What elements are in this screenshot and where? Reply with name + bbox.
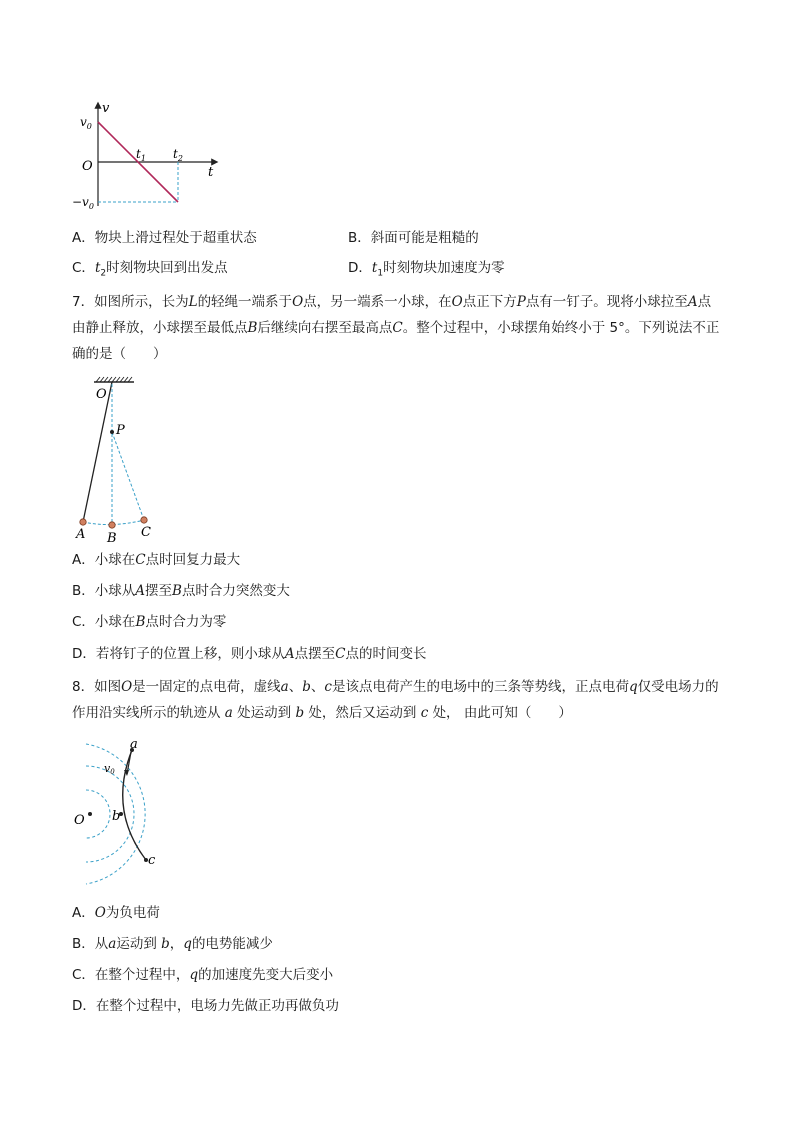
- label-b: B: [107, 531, 117, 546]
- origin-label: O: [82, 159, 93, 174]
- q6-option-b: B．斜面可能是粗糙的: [348, 230, 479, 246]
- equipotential-middle: [86, 766, 134, 862]
- label-p: P: [116, 423, 125, 438]
- label-c: c: [148, 853, 156, 868]
- q6-option-c: C．$t_2$时刻物块回到出发点: [72, 260, 228, 279]
- ball-b: [109, 522, 115, 528]
- q8-option-c: C．在整个过程中，q的加速度先变大后变小: [72, 967, 334, 983]
- charge-o: [88, 812, 92, 816]
- q6-option-a: A．物块上滑过程处于超重状态: [72, 230, 257, 246]
- q7-option-d: D．若将钉子的位置上移，则小球从A点摆至C点的时间变长: [72, 646, 427, 662]
- q7-stem: 7．如图所示，长为L的轻绳一端系于O点，另一端系一小球，在O点正下方P点有一钉子。现将小球拉至A点由静止释放，小球摆至最低点B后继续向右摆至最高点C。整个过程中，小球摆角始终小于 5°。下列说法不正确的是（ ）: [72, 294, 720, 362]
- label-a: a: [130, 737, 138, 752]
- neg-v0-label: $-v_0$: [72, 195, 94, 211]
- label-b: b: [112, 809, 121, 824]
- field-figure: [72, 736, 172, 892]
- q8-option-b: B．从a运动到 b，q的电势能减少: [72, 936, 273, 952]
- ceiling-hatch: [96, 377, 132, 382]
- v-axis-label: v: [102, 101, 110, 116]
- label-a: A: [76, 527, 86, 542]
- t-axis-label: t: [208, 165, 214, 180]
- trajectory: [123, 750, 146, 860]
- nail-p: [110, 430, 114, 434]
- label-c: C: [141, 525, 151, 540]
- q7-option-b: B．小球从A摆至B点时合力突然变大: [72, 583, 290, 599]
- label-o: O: [96, 387, 107, 402]
- vt-graph-figure: [72, 100, 232, 215]
- string-pc: [112, 432, 144, 520]
- ball-c: [141, 517, 147, 523]
- label-v0: v0: [104, 762, 115, 776]
- q7-option-c: C．小球在B点时合力为零: [72, 614, 227, 630]
- v0-label: $v_0$: [80, 115, 92, 131]
- string-oa: [83, 382, 112, 522]
- ball-a: [80, 519, 86, 525]
- q6-option-d: D．$t_1$时刻物块加速度为零: [348, 260, 505, 279]
- t2-label: $t_2$: [173, 147, 183, 163]
- q8-stem: 8．如图O是一固定的点电荷，虚线a、b、c是该点电荷产生的电场中的三条等势线，正点电荷q仅受电场力的作用沿实线所示的轨迹从 a 处运动到 b 处，然后又运动到 c 处， 由此可知（ ）: [72, 679, 719, 721]
- t1-label: $t_1$: [136, 147, 146, 163]
- pendulum-figure: [72, 376, 172, 546]
- label-o: O: [74, 813, 85, 828]
- q8-option-a: A．O为负电荷: [72, 905, 160, 921]
- q8-option-d: D．在整个过程中，电场力先做正功再做负功: [72, 998, 339, 1014]
- q7-option-a: A．小球在C点时回复力最大: [72, 552, 241, 568]
